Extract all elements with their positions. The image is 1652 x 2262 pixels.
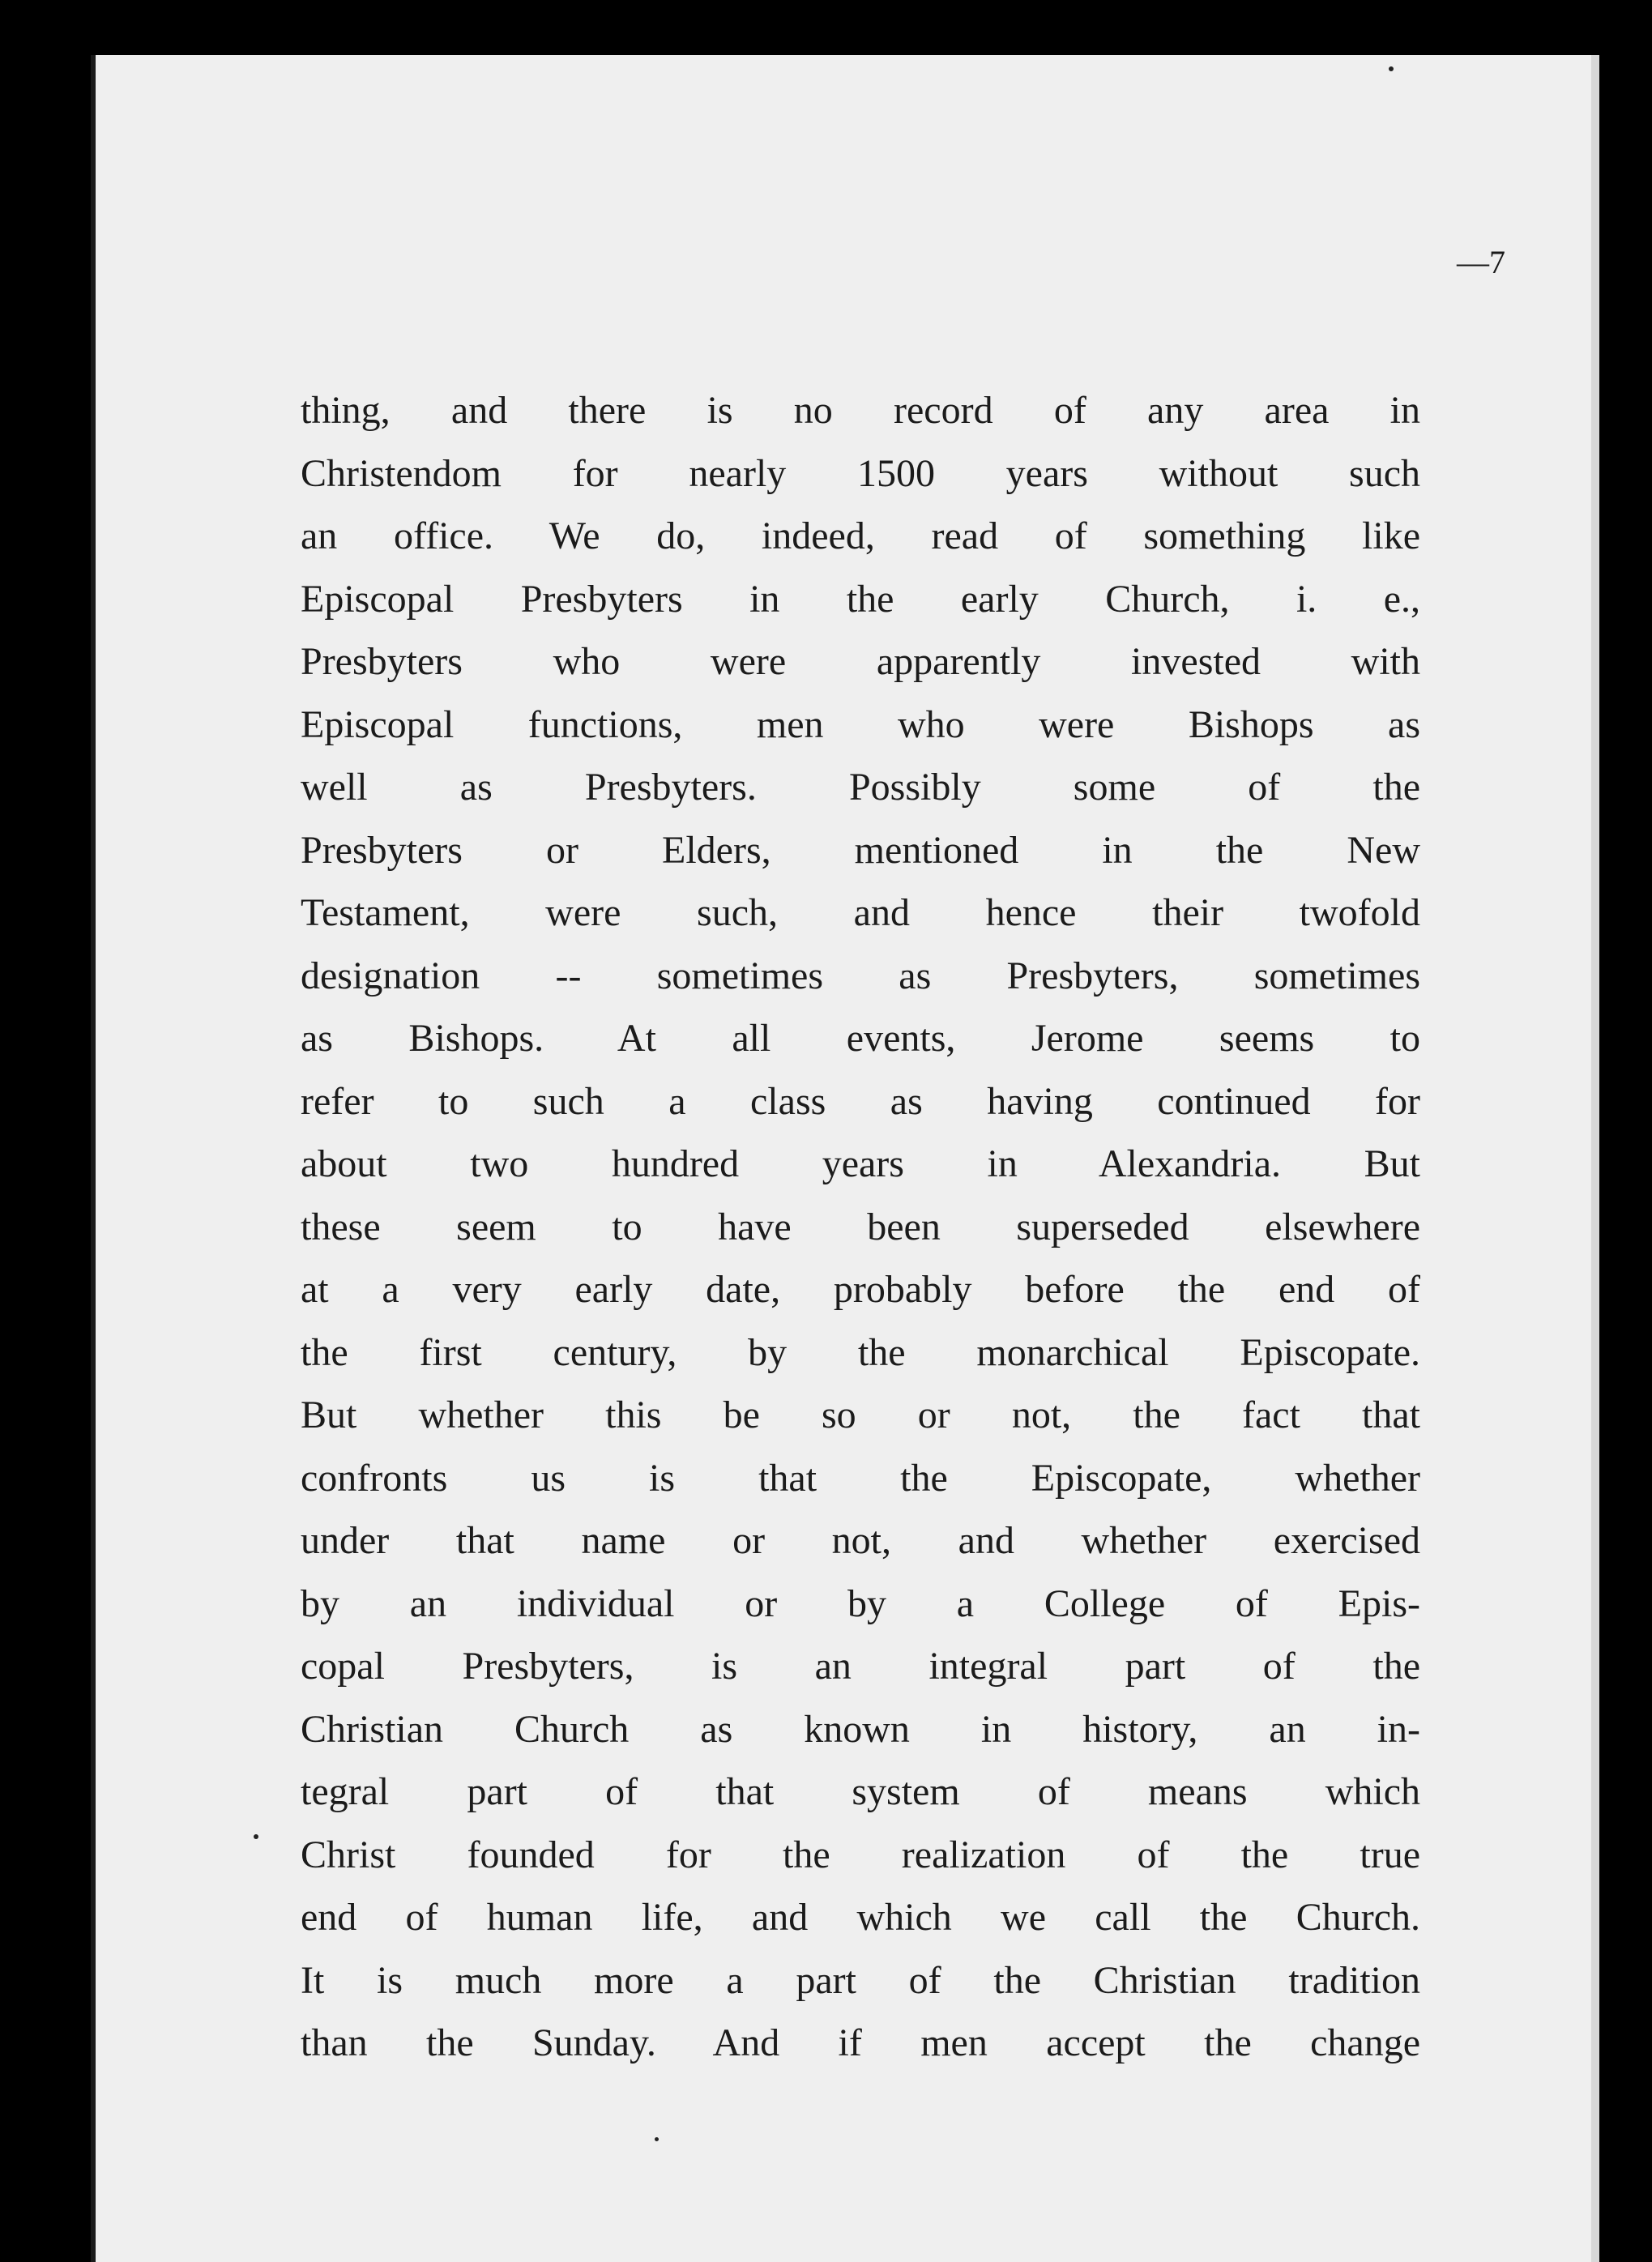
- text-line: an office. We do, indeed, read of something like: [301, 514, 1420, 557]
- text-line: at a very early date, probably before the end of: [301, 1268, 1420, 1311]
- text-line: Testament, were such, and hence their twofold: [301, 891, 1420, 934]
- text-line: under that name or not, and whether exercised: [301, 1519, 1420, 1562]
- text-line: Episcopal functions, men who were Bishops as: [301, 702, 1420, 746]
- text-line: about two hundred years in Alexandria. But: [301, 1142, 1420, 1185]
- scan-speck: [655, 2137, 659, 2141]
- scanned-page: [91, 55, 1599, 2262]
- text-line: copal Presbyters, is an integral part of the: [301, 1645, 1420, 1688]
- text-line: tegral part of that system of means which: [301, 1770, 1420, 1813]
- text-line: end of human life, and which we call the Church.: [301, 1896, 1420, 1939]
- scan-speck: [254, 1834, 258, 1839]
- text-line: Presbyters or Elders, mentioned in the New: [301, 828, 1420, 872]
- text-line: But whether this be so or not, the fact that: [301, 1393, 1420, 1436]
- text-line: by an individual or by a College of Epis-: [301, 1581, 1420, 1625]
- text-line: Presbyters who were apparently invested with: [301, 640, 1420, 683]
- text-line: thing, and there is no record of any area in: [301, 389, 1420, 432]
- text-line: these seem to have been superseded elsewhere: [301, 1205, 1420, 1248]
- text-line: refer to such a class as having continued for: [301, 1079, 1420, 1123]
- page-number: —7: [1457, 244, 1505, 280]
- text-line: designation -- sometimes as Presbyters, sometimes: [301, 954, 1420, 997]
- text-line: It is much more a part of the Christian tradition: [301, 1958, 1420, 2002]
- text-line: than the Sunday. And if men accept the change: [301, 2021, 1420, 2064]
- text-line: as Bishops. At all events, Jerome seems to: [301, 1017, 1420, 1060]
- text-line: Christendom for nearly 1500 years without such: [301, 451, 1420, 495]
- scan-speck: [1389, 66, 1394, 71]
- body-text: [301, 379, 1420, 2075]
- text-line: Christian Church as known in history, an in-: [301, 1707, 1420, 1751]
- text-line: well as Presbyters. Possibly some of the: [301, 766, 1420, 809]
- text-line: Christ founded for the realization of the true: [301, 1833, 1420, 1876]
- text-line: confronts us is that the Episcopate, whether: [301, 1456, 1420, 1500]
- text-line: the first century, by the monarchical Episcopate.: [301, 1330, 1420, 1374]
- text-line: Episcopal Presbyters in the early Church, i. e.,: [301, 577, 1420, 621]
